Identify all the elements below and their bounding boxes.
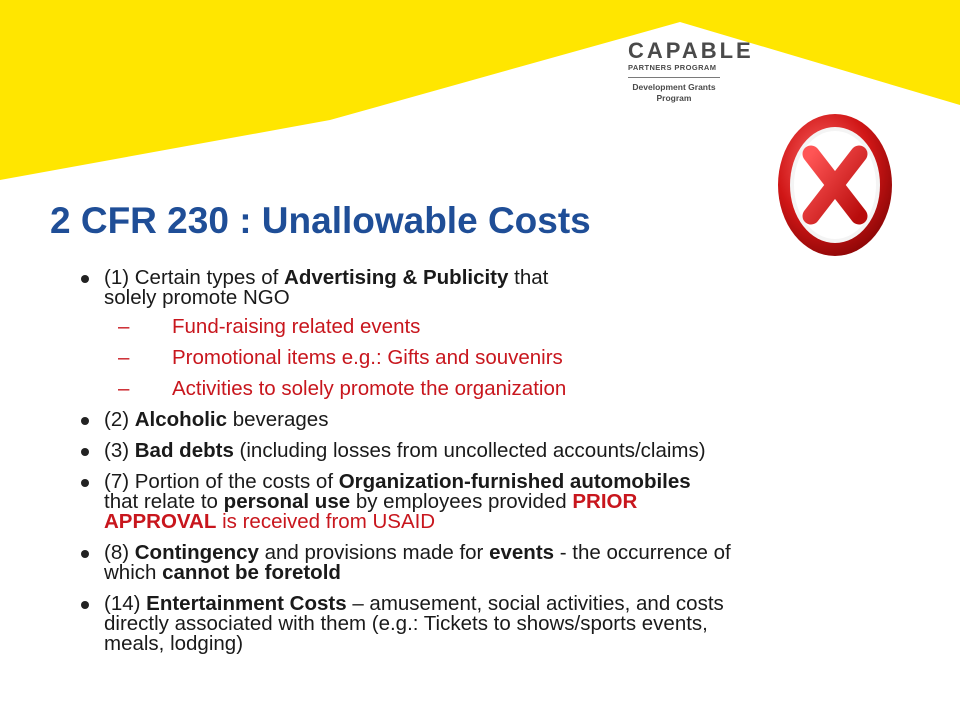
slide-title: 2 CFR 230 : Unallowable Costs <box>50 200 591 241</box>
capable-partners-logo <box>628 38 754 120</box>
bullet-text: which <box>104 561 163 584</box>
bullet-text: that relate to <box>104 490 224 513</box>
bullet-bold: Bad debts <box>134 439 234 462</box>
dash: – <box>118 315 130 338</box>
subitem-promote-organization <box>78 379 938 399</box>
bullet-advertising <box>78 268 938 308</box>
logo-subtitle: PARTNERS PROGRAM <box>628 63 717 72</box>
dash: – <box>118 377 130 400</box>
bullet-text: directly associated with them (e.g.: Tickets to shows/sports events, <box>104 612 708 635</box>
subitem-text: Fund-raising related events <box>172 315 421 338</box>
bullet-bold: personal use <box>223 490 351 513</box>
bullet-alcoholic <box>78 410 938 430</box>
subitem-text: Promotional items e.g.: Gifts and souvenirs <box>172 346 563 369</box>
bullet-red-bold: APPROVAL <box>104 510 217 533</box>
bullet-text: (7) Portion of the costs of <box>104 470 339 493</box>
bullet-bold: Alcoholic <box>134 408 228 431</box>
logo-grants-line1: Development Grants <box>632 82 716 92</box>
logo-word: CAPABLE <box>628 38 754 63</box>
subitem-text: Activities to solely promote the organization <box>172 377 567 400</box>
bullet-text: beverages <box>227 408 329 431</box>
bullet-text: – amusement, social activities, and costs <box>346 592 724 615</box>
bullet-contingency <box>78 543 938 583</box>
bullet-text: (8) <box>104 541 135 564</box>
logo-divider <box>628 77 720 78</box>
bullet-bold: cannot be foretold <box>162 561 341 584</box>
bullet-text: (1) Certain types of <box>104 266 285 289</box>
red-x-circle-icon <box>776 112 894 258</box>
bullet-bold: Entertainment Costs <box>146 592 347 615</box>
bullet-text: meals, lodging) <box>104 632 244 655</box>
bullet-bold: Contingency <box>134 541 259 564</box>
bullet-text: solely promote NGO <box>104 286 290 309</box>
bullet-list <box>78 268 938 665</box>
bullet-bold: events <box>489 541 555 564</box>
subitem-fundraising <box>78 317 938 337</box>
bullet-entertainment <box>78 594 938 654</box>
bullet-text: (3) <box>104 439 135 462</box>
advertising-subitems <box>78 317 938 399</box>
bullet-text: by employees provided <box>350 490 573 513</box>
bullet-bad-debts <box>78 441 938 461</box>
bullet-text: - the occurrence of <box>554 541 731 564</box>
bullet-text: (14) <box>104 592 147 615</box>
logo-grants-line2: Program <box>656 93 692 103</box>
bullet-red-bold: PRIOR <box>572 490 638 513</box>
bullet-text: that <box>508 266 549 289</box>
bullet-text: (2) <box>104 408 135 431</box>
dash: – <box>118 346 130 369</box>
bullet-text: (including losses from uncollected accounts/claims) <box>233 439 706 462</box>
bullet-bold: Advertising & Publicity <box>284 266 509 289</box>
bullet-text: and provisions made for <box>258 541 490 564</box>
subitem-promotional-items <box>78 348 938 368</box>
bullet-red-text: is received from USAID <box>216 510 436 533</box>
bullet-automobiles <box>78 472 938 532</box>
bullet-bold: Organization-furnished automobiles <box>338 470 691 493</box>
